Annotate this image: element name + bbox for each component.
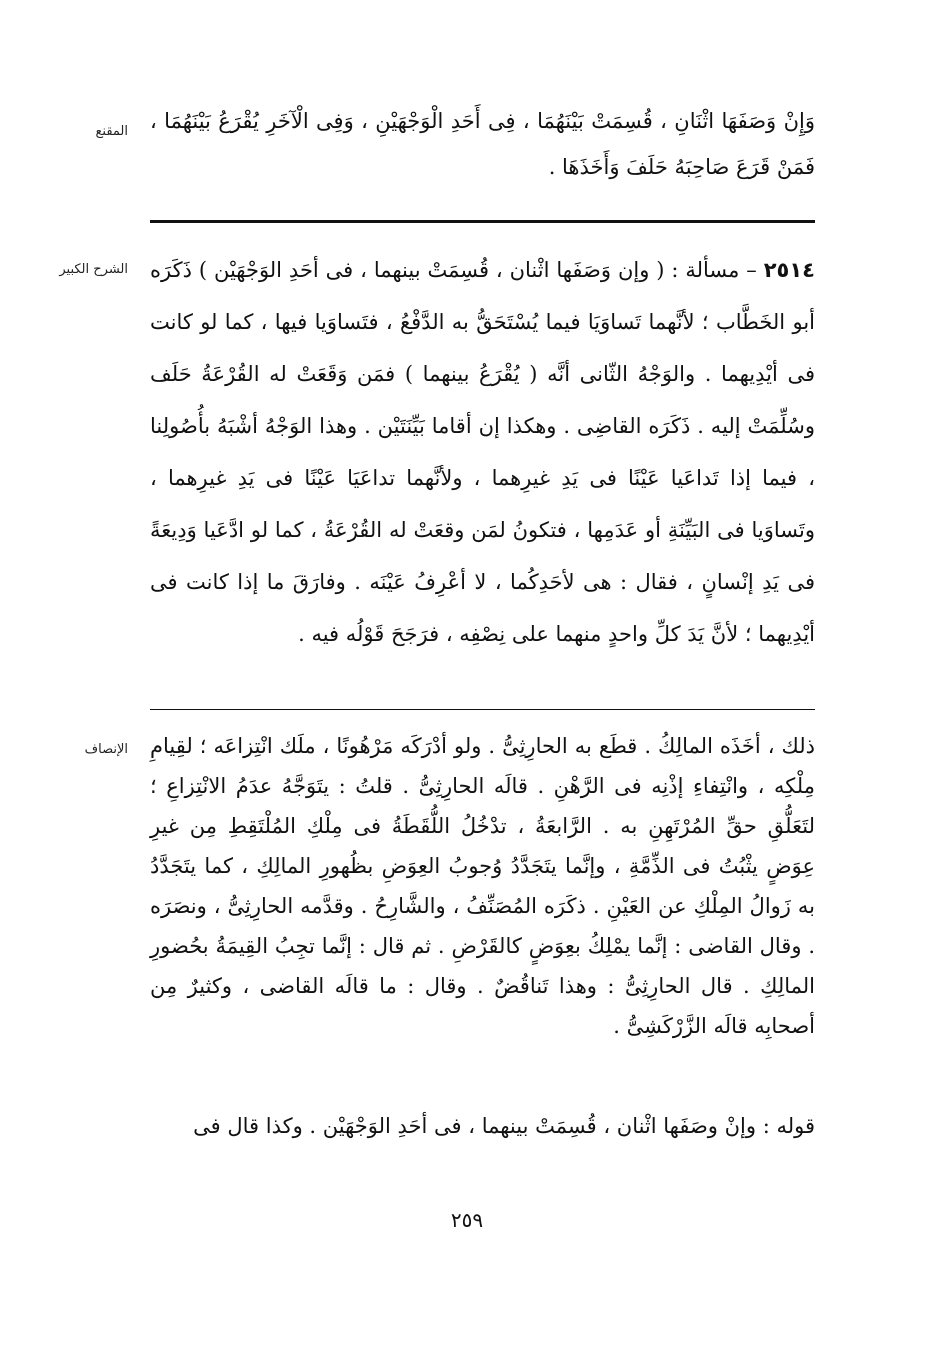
sharh-section [150, 244, 815, 660]
sharh-text: – مسألة : ( وإن وَصَفَها اثْنان ، قُسِمَتْ بينهما ، فى أحَدِ الوَجْهَيْن ) ذَكَرَه أبو الخَطَّاب ؛ لأنَّهما تَساوَيَا فيما يُسْتَحَقُّ به الدَّفْعُ ، فتَساوَيا فيها ، كما لو كانت فى أيْدِيهما . والوَجْهُ الثّانى أنَّه ( يُقْرَعُ بينهما ) فمَن وَقَعَتْ له القُرْعَةُ حَلَف وسُلِّمَتْ إليه . ذَكَرَه القاضِى . وهكذا إن أقاما بَيِّنَتَيْن . وهذا الوَجْهُ أشْبَهُ بأُصُولِنا ، فيما إذا تَداعَيا عَيْنًا فى يَدِ غيرِهما ، ولأنَّهما تداعَيَا عَيْنًا فى يَدِ غيرِهما ، وتَساوَيا فى البَيِّنَةِ أو عَدَمِها ، فتكونُ لمَن وقعَتْ له القُرْعَةُ ، كما لو ادَّعَيا وَدِيعَةً فى يَدِ إنْسانٍ ، فقال : هى لأحَدِكُما ، لا أعْرِفُ عَيْنَه . وفارَقَ ما إذا كانت فى أيْدِيهما ؛ لأنَّ يَدَ كلِّ واحدٍ منهما على نِصْفِه ، فرَجَحَ قَوْلُه فيه . [150, 258, 816, 646]
insaf-margin-label: الإنصاف [84, 742, 128, 757]
section-divider-thin [150, 709, 815, 710]
insaf-section [150, 726, 815, 1046]
muqni-text: وَإِنْ وَصَفَهَا اثْنَانِ ، قُسِمَتْ بَيْنَهُمَا ، فِى أَحَدِ الْوَجْهَيْنِ ، وَفِى الْآخَرِ يُقْرَعُ بَيْنَهُمَا ، فَمَنْ قَرَعَ صَاحِبَهُ حَلَفَ وَأَخَذَهَا . [150, 109, 815, 179]
muqni-margin-label: المقنع [95, 124, 128, 139]
qawluh-text: قوله : وإنْ وصَفَها اثْنان ، قُسِمَتْ بينهما ، فى أحَدِ الوَجْهَيْن . وكذا قال فى [193, 1114, 815, 1138]
qawluh-section [150, 1106, 815, 1146]
sharh-paragraph [150, 244, 815, 660]
page-number: ٢٥٩ [450, 1208, 484, 1232]
issue-number: ٢٥١٤ [763, 258, 815, 282]
section-divider-thick [150, 220, 815, 223]
insaf-text: ذلك ، أخَذَه المالِكُ . قطَع به الحارِثِىُّ . ولو أدْرَكَه مَرْهُونًا ، ملَك انْتِزاعَه ؛ لقِيامِ مِلْكِه ، وانْتِفاءِ إذْنِه فى الرَّهْنِ . قالَه الحارِثِىُّ . قلتُ : يتَوَجَّهُ عدَمُ الانْتِزاعِ ؛ لتَعَلُّقِ حقِّ المُرْتَهِنِ به . الرَّابعَةُ ، تدْخُلُ اللُّقَطَةُ فى مِلْكِ المُلْتَقِطِ مِن غيرِ عِوَضٍ يثْبُتُ فى الذِّمَّةِ ، وإنَّما يتَجَدَّدُ وُجوبُ العِوَضِ بظُهورِ المالِكِ ، كما يتَجَدَّدُ به زَوالُ المِلْكِ عن العَيْنِ . ذكَرَه المُصَنِّفُ ، والشَّارِحُ . وقدَّمه الحارِثِىُّ ، ونصَرَه . وقال القاضى : إنَّما يمْلِكُ بعِوَضٍ كالقَرْضِ . ثم قال : إنَّما تجِبُ القِيمَةُ بحُضورِ المالِكِ . قال الحارِثِىُّ : وهذا تَناقُضٌ . وقال : ما قالَه القاضى ، وكثيرٌ مِن أصحابِه قالَه الزَّرْكَشِىُّ . [150, 734, 815, 1038]
sharh-margin-label: الشرح الكبير [59, 262, 128, 277]
muqni-section [150, 98, 815, 190]
